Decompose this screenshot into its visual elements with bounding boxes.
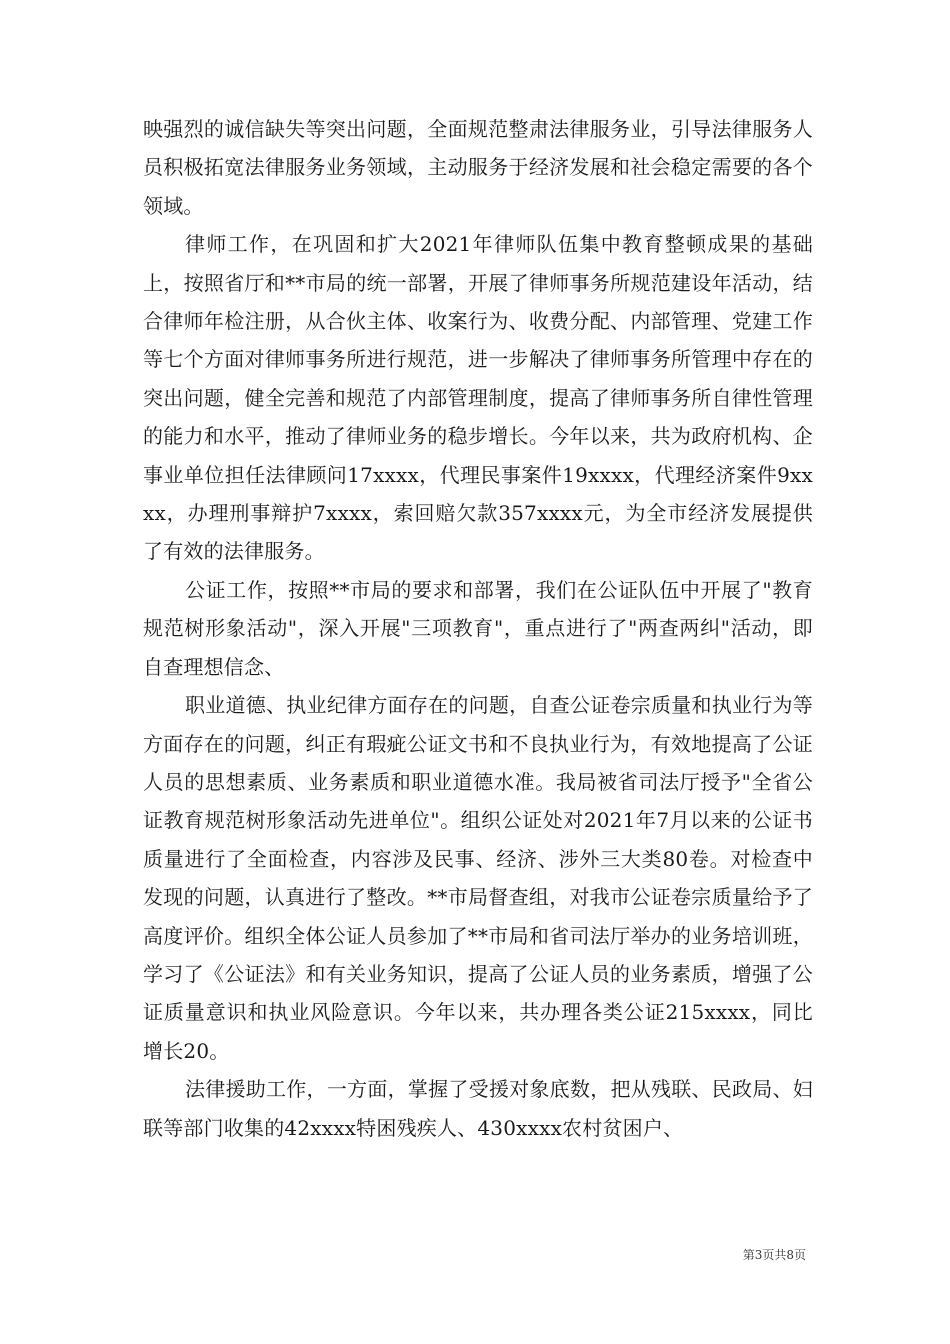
paragraph-continuation: 映强烈的诚信缺失等突出问题，全面规范整肃法律服务业，引导法律服务人员积极拓宽法律服务业务领域，主动服务于经济发展和社会稳定需要的各个领域。 [143, 117, 813, 218]
paragraph-lawyer-work: 律师工作，在巩固和扩大2021年律师队伍集中教育整顿成果的基础上，按照省厅和**市局的统一部署，开展了律师事务所规范建设年活动，结合律师年检注册，从合伙主体、收案行为、收费分配、内部管理、党建工作等七个方面对律师事务所进行规范，进一步解决了律师事务所管理中存在的突出问题，健全完善和规范了内部管理制度，提高了律师事务所自律性管理的能力和水平，推动了律师业务的稳步增长。今年以来，共为政府机构、企事业单位担任法律顾问17xxxx，代理民事案件19xxxx，代理经济案件9xxxx，办理刑事辩护7xxxx，索回赔欠款357xxxx元，为全市经济发展提供了有效的法律服务。 [143, 232, 813, 564]
document-body [143, 110, 813, 1147]
paragraph-legal-aid: 法律援助工作，一方面，掌握了受援对象底数，把从残联、民政局、妇联等部门收集的42xxxx特困残疾人、430xxxx农村贫困户、 [143, 1077, 813, 1140]
page-number: 第3页共8页 [742, 1248, 806, 1262]
paragraph-notary-work: 公证工作，按照**市局的要求和部署，我们在公证队伍中开展了"教育规范树形象活动"，深入开展"三项教育"，重点进行了"两查两纠"活动，即自查理想信念、 [143, 577, 813, 679]
paragraph-notary-details: 职业道德、执业纪律方面存在的问题，自查公证卷宗质量和执业行为等方面存在的问题，纠正有瑕疵公证文书和不良执业行为，有效地提高了公证人员的思想素质、业务素质和职业道德水准。我局被省司法厅授予"全省公证教育规范树形象活动先进单位"。组织公证处对2021年7月以来的公证书质量进行了全面检查，内容涉及民事、经济、涉外三大类80卷。对检查中发现的问题，认真进行了整改。**市局督查组，对我市公证卷宗质量给予了高度评价。组织全体公证人员参加了**市局和省司法厅举办的业务培训班，学习了《公证法》和有关业务知识，提高了公证人员的业务素质，增强了公证质量意识和执业风险意识。今年以来，共办理各类公证215xxxx，同比增长20。 [143, 693, 813, 1063]
